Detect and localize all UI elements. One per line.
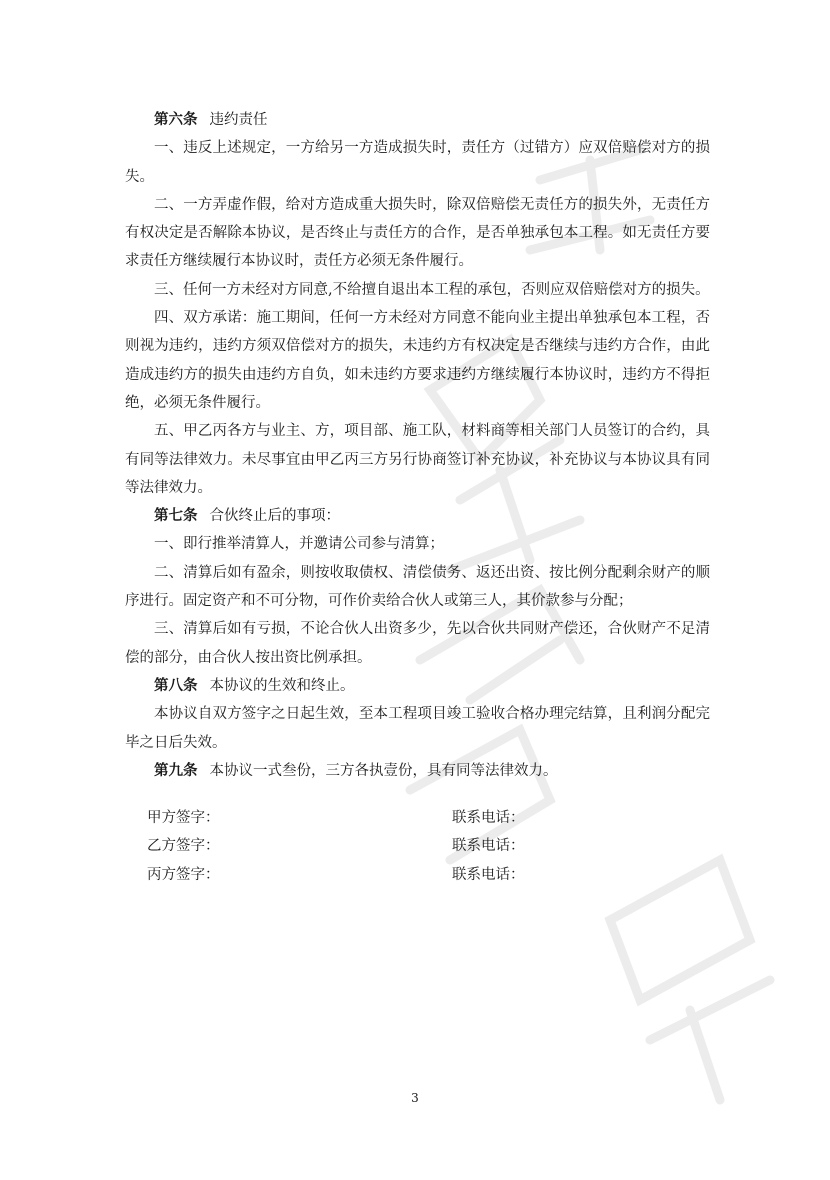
article-title: 违约责任 (209, 112, 268, 128)
article-title: 本协议的生效和终止。 (209, 677, 355, 694)
article-label: 第六条 (154, 111, 198, 128)
article-label: 第七条 (154, 507, 198, 525)
signature-row-party-c (147, 861, 667, 889)
article-heading (125, 502, 710, 530)
clause-paragraph: 一、即行推举清算人，并邀请公司参与清算； (154, 536, 444, 553)
signature-row-party-a (147, 804, 667, 832)
party-b-phone-label: 联系电话： (452, 838, 525, 855)
article-title: 合伙终止后的事项： (209, 508, 340, 525)
clause-paragraph: 四、双方承诺：施工期间，任何一方未经对方同意不能向业主提出单独承包本工程，否则视为违约，违约方须双倍偿对方的损失，未违约方有权决定是否继续与违约方合作，由此造成违约方的损失由违约方自负，如未违约方要求违约方继续履行本协议时，违约方不得拒绝，必须无条件履行。 (125, 310, 710, 411)
party-c-signature-label: 丙方签字： (147, 866, 220, 883)
clause-paragraph: 三、清算后如有亏损，不论合伙人出资多少，先以合伙共同财产偿还，合伙财产不足清偿的部分，由合伙人按出资比例承担。 (125, 621, 710, 666)
signature-row-party-b (147, 832, 667, 860)
article-label: 第八条 (154, 676, 198, 694)
article-heading (125, 757, 710, 785)
clause-paragraph: 二、清算后如有盈余，则按收取债权、清偿债务、返还出资、按比例分配剩余财产的顺序进行。固定资产和不可分物，可作价卖给合伙人或第三人，其价款参与分配； (125, 564, 710, 610)
document-body (125, 106, 710, 785)
signature-block (147, 804, 667, 889)
clause-paragraph: 三、任何一方未经对方同意,不给擅自退出本工程的承包，否则应双倍赔偿对方的损失。 (154, 281, 710, 298)
clause-paragraph: 二、一方弄虚作假，给对方造成重大损失时，除双倍赔偿无责任方的损失外，无责任方有权决定是否解除本协议，是否终止与责任方的合作，是否单独承包本工程。如无责任方要求责任方继续履行本协议时，责任方必须无条件履行。 (125, 196, 710, 270)
clause-paragraph: 一、违反上述规定，一方给另一方造成损失时，责任方（过错方）应双倍赔偿对方的损失。 (125, 140, 710, 185)
page-number: 3 (411, 1091, 419, 1105)
party-c-phone-label: 联系电话： (452, 866, 525, 883)
article-title: 本协议一式叁份，三方各执壹份，具有同等法律效力。 (209, 762, 558, 779)
article-label: 第九条 (154, 761, 198, 779)
article-heading (125, 672, 710, 700)
party-a-phone-label: 联系电话： (452, 810, 525, 826)
article-heading (125, 106, 710, 134)
party-a-signature-label: 甲方签字： (147, 810, 220, 826)
clause-paragraph: 本协议自双方签字之日起生效，至本工程项目竣工验收合格办理完结算，且利润分配完毕之日后失效。 (125, 706, 710, 751)
clause-paragraph: 五、甲乙丙各方与业主、方，项目部、施工队，材料商等相关部门人员签订的合约，具有同等法律效力。未尽事宜由甲乙丙三方另行协商签订补充协议，补充协议与本协议具有同等法律效力。 (125, 423, 710, 496)
party-b-signature-label: 乙方签字： (147, 838, 220, 855)
